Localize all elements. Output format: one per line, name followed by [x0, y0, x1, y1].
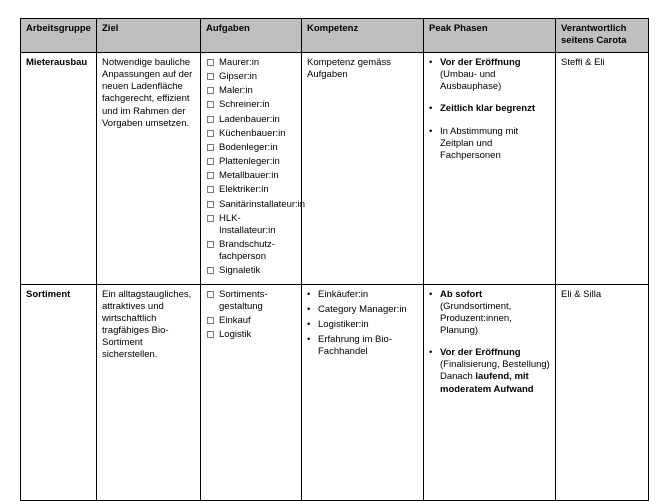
- list-item-label: Metallbauer:in: [219, 170, 279, 182]
- peak-rest-text: Danach: [440, 371, 476, 383]
- ziel-text: Ein alltagstaugliches, attraktives und wirtschaftlich tragfähiges Bio-Sortiment sicherstellen.: [102, 288, 192, 361]
- kompetenz-item: [307, 289, 418, 301]
- list-item: [206, 329, 296, 341]
- list-item: [206, 142, 296, 154]
- bullet-icon: •: [307, 288, 311, 300]
- bullet-icon: •: [429, 57, 433, 68]
- bullet-icon: •: [429, 347, 433, 359]
- kompetenz-text: Kompetenz gemäss Aufgaben: [307, 57, 391, 81]
- group-name: Mieterausbau: [26, 57, 88, 68]
- checkbox-icon: [207, 158, 214, 165]
- peak-item: [429, 57, 550, 93]
- peak-item: [429, 289, 550, 338]
- peak-item-text: [440, 347, 550, 396]
- kompetenz-item-label: Einkäufer:in: [318, 288, 369, 300]
- cell-verantwortlich: [556, 53, 649, 285]
- cell-ziel: [97, 284, 201, 500]
- checkbox-icon: [207, 144, 214, 151]
- peak-bold-text: Zeitlich klar begrenzt: [440, 103, 536, 115]
- peak-item: [429, 103, 550, 115]
- list-item-label: Maler:in: [219, 85, 253, 97]
- checkbox-icon: [207, 130, 214, 137]
- checkbox-icon: [207, 172, 214, 179]
- table-row-mieterausbau: [21, 53, 649, 285]
- checkbox-icon: [207, 116, 214, 123]
- table-header-row: [21, 19, 649, 53]
- cell-peak-phasen: [424, 53, 556, 285]
- list-item-label: Schreiner:in: [219, 99, 270, 111]
- cell-arbeitsgruppe: [21, 284, 97, 500]
- checkbox-icon: [207, 101, 214, 108]
- bullet-icon: •: [429, 288, 433, 300]
- list-item: [206, 198, 306, 211]
- header-verantwortlich: Verantwortlich seitens Carota: [556, 19, 649, 53]
- peak-bold-text: laufend, mit moderatem Aufwand: [440, 371, 534, 395]
- list-item-label: Sortiments-gestaltung: [219, 288, 268, 312]
- list-item-label: Sanitärinstallateur:in: [219, 198, 306, 210]
- list-item-label: Maurer:in: [219, 57, 260, 68]
- list-item: [206, 85, 296, 97]
- kompetenz-item-label: Erfahrung im Bio-Fachhandel: [318, 333, 392, 358]
- list-item-label: Küchenbauer:in: [219, 127, 286, 139]
- list-item: [206, 315, 296, 327]
- bullet-icon: •: [429, 103, 433, 115]
- cell-verantwortlich: [556, 284, 649, 500]
- peak-rest-text: In Abstimmung mit Zeitplan und Fachpersonen: [440, 125, 519, 161]
- list-item: [206, 239, 296, 263]
- list-item: [206, 213, 296, 237]
- header-peak-phasen: Peak Phasen: [424, 19, 556, 53]
- checkbox-icon: [207, 59, 214, 66]
- list-item: [206, 156, 296, 168]
- peak-item: [429, 126, 550, 162]
- cell-ziel: [97, 53, 201, 285]
- verantwortlich-text: Eli & Silla: [561, 288, 602, 300]
- peak-item-text: [440, 57, 550, 93]
- list-item: [206, 289, 296, 313]
- checkbox-icon: [207, 73, 214, 80]
- peak-bold-text: Ab sofort: [440, 288, 483, 300]
- peak-item-text: [440, 289, 550, 338]
- list-item: [206, 170, 296, 182]
- peak-item-text: [440, 126, 550, 162]
- header-kompetenz: Kompetenz: [302, 19, 424, 53]
- list-item-label: Plattenleger:in: [219, 156, 280, 168]
- header-aufgaben: Aufgaben: [201, 19, 302, 53]
- checkbox-icon: [207, 215, 214, 222]
- kompetenz-item: [307, 334, 418, 358]
- list-item-label: Einkauf: [219, 314, 251, 326]
- table-row-sortiment: [21, 284, 649, 500]
- list-item-label: Bodenleger:in: [219, 141, 278, 153]
- list-item: [206, 114, 296, 126]
- aufgaben-checklist: [206, 57, 306, 278]
- bullet-icon: •: [307, 303, 311, 315]
- header-ziel: Ziel: [97, 19, 201, 53]
- list-item-label: Logistik: [219, 328, 252, 340]
- list-item: [206, 57, 296, 69]
- peak-item: [429, 347, 550, 396]
- cell-kompetenz: [302, 284, 424, 500]
- list-item-label: Signaletik: [219, 265, 261, 277]
- peak-item-text: [440, 103, 535, 115]
- kompetenz-item: [307, 319, 418, 331]
- list-item: [206, 99, 296, 111]
- peak-rest-text: (Umbau- und Ausbauphase): [440, 69, 502, 93]
- list-item-label: Ladenbauer:in: [219, 113, 280, 125]
- list-item: [206, 128, 296, 140]
- checkbox-icon: [207, 267, 214, 274]
- header-arbeitsgruppe: Arbeitsgruppe: [21, 19, 97, 53]
- checkbox-icon: [207, 331, 214, 338]
- verantwortlich-text: Steffi & Eli: [561, 57, 605, 68]
- cell-peak-phasen: [424, 284, 556, 500]
- bullet-icon: •: [307, 333, 311, 345]
- peak-rest-text: (Grundsortiment, Produzent:innen, Planung): [440, 300, 512, 336]
- cell-aufgaben: [201, 53, 306, 285]
- cell-kompetenz: [302, 53, 424, 285]
- kompetenz-item-label: Logistiker:in: [318, 318, 369, 330]
- ziel-text: Notwendige bauliche Anpassungen auf der neuen Ladenfläche fachgerecht, effizient und im Rahmen der Vorgaben umsetzen.: [102, 57, 193, 129]
- checkbox-icon: [207, 291, 214, 298]
- bullet-icon: •: [307, 318, 311, 330]
- peak-bold-text: Vor der Eröffnung: [440, 57, 521, 68]
- peak-bold-text: Vor der Eröffnung: [440, 347, 521, 359]
- aufgaben-checklist: [206, 289, 296, 342]
- checkbox-icon: [207, 317, 214, 324]
- bullet-icon: •: [429, 125, 433, 137]
- list-item-label: Gipser:in: [219, 71, 258, 83]
- checkbox-icon: [207, 201, 214, 208]
- checkbox-icon: [207, 87, 214, 94]
- kompetenz-item-label: Category Manager:in: [318, 303, 407, 315]
- list-item: [206, 184, 296, 196]
- list-item-label: Brandschutz-fachperson: [219, 239, 275, 263]
- cell-aufgaben: [201, 284, 302, 500]
- group-name: Sortiment: [26, 288, 71, 300]
- list-item: [206, 71, 296, 83]
- list-item-label: HLK-Installateur:in: [219, 212, 276, 236]
- checkbox-icon: [207, 186, 214, 193]
- kompetenz-item: [307, 304, 418, 316]
- cell-arbeitsgruppe: [21, 53, 97, 285]
- checkbox-icon: [207, 241, 214, 248]
- list-item: [206, 265, 296, 277]
- list-item-label: Elektriker:in: [219, 184, 269, 196]
- peak-rest-text: (Finalisierung, Bestellung): [440, 359, 550, 371]
- workgroup-table: [20, 18, 649, 501]
